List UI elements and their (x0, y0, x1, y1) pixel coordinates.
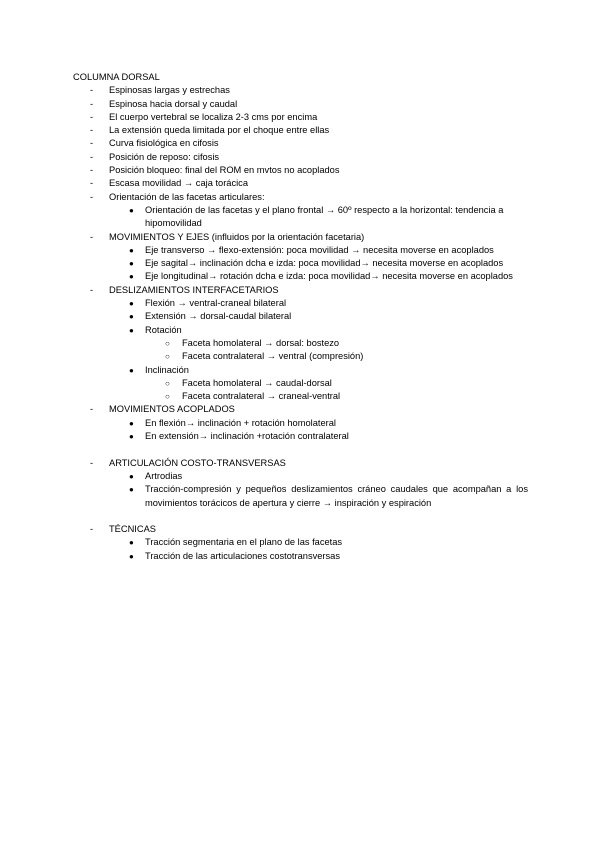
list-item (73, 364, 528, 377)
dash-marker: - (90, 85, 94, 96)
list-item (73, 324, 528, 337)
list-item-text: TÉCNICAS (109, 524, 157, 535)
list-item-text: Extensión → dorsal-caudal bilateral (145, 311, 292, 322)
outline-list (73, 84, 528, 563)
list-item-text: Curva fisiológica en cifosis (109, 138, 219, 149)
list-item (73, 483, 528, 510)
list-item (73, 310, 528, 323)
circle-marker: ○ (165, 338, 170, 348)
list-item (73, 536, 528, 549)
list-item (73, 191, 528, 204)
bullet-marker: ● (129, 259, 134, 269)
dash-marker: - (90, 284, 94, 295)
dash-marker: - (90, 231, 94, 242)
bullet-marker: ● (129, 538, 134, 548)
list-item-text: Eje longitudinal→ rotación dcha e izda: poca movilidad→ necesita moverse en acoplados (145, 271, 513, 282)
list-item-text: Espinosas largas y estrechas (109, 85, 230, 96)
list-item (73, 390, 528, 403)
list-item-text: Tracción segmentaria en el plano de las facetas (145, 537, 343, 548)
bullet-marker: ● (129, 299, 134, 309)
bullet-marker: ● (129, 471, 134, 481)
list-item-text: Posición de reposo: cifosis (109, 151, 220, 162)
list-item (73, 550, 528, 563)
list-item-text: Rotación (145, 324, 182, 335)
list-item (73, 84, 528, 97)
document-body (73, 71, 528, 563)
bullet-marker: ● (129, 325, 134, 335)
list-item (73, 523, 528, 536)
circle-marker: ○ (165, 392, 170, 402)
dash-marker: - (90, 404, 94, 415)
blank-line (73, 510, 528, 523)
list-item (73, 111, 528, 124)
list-item-text: Orientación de las facetas articulares: (109, 191, 265, 202)
dash-marker: - (90, 151, 94, 162)
list-item (73, 417, 528, 430)
bullet-marker: ● (129, 312, 134, 322)
list-item (73, 137, 528, 150)
list-item (73, 297, 528, 310)
bullet-marker: ● (129, 205, 134, 215)
list-item (73, 204, 528, 231)
list-item (73, 337, 528, 350)
list-item (73, 470, 528, 483)
bullet-marker: ● (129, 365, 134, 375)
dash-marker: - (90, 457, 94, 468)
bullet-marker: ● (129, 245, 134, 255)
list-item-text: Faceta homolateral → caudal-dorsal (182, 377, 332, 388)
list-item (73, 377, 528, 390)
bullet-marker: ● (129, 485, 134, 495)
list-item-text: Faceta contralateral → ventral (compresión) (182, 351, 364, 362)
blank-line (73, 443, 528, 456)
list-item (73, 164, 528, 177)
list-item-text: Tracción de las articulaciones costotransversas (145, 550, 340, 561)
list-item-text: MOVIMIENTOS Y EJES (influidos por la orientación facetaria) (109, 231, 365, 242)
list-item-text: Faceta contralateral → craneal-ventral (182, 391, 341, 402)
list-item-text: ARTICULACIÓN COSTO-TRANSVERSAS (109, 457, 286, 468)
list-item-text: Posición bloqueo: final del ROM en mvtos no acoplados (109, 165, 340, 176)
dash-marker: - (90, 138, 94, 149)
list-item (73, 284, 528, 297)
bullet-marker: ● (129, 432, 134, 442)
list-item (73, 350, 528, 363)
list-item-text: Tracción-compresión y pequeños deslizamientos cráneo caudales que acompañan a los movimientos torácicos de apertura y cierre → inspiración y espiración (145, 484, 528, 508)
list-item (73, 257, 528, 270)
list-item-text: Flexión → ventral-craneal bilateral (145, 298, 287, 309)
list-item (73, 244, 528, 257)
list-item (73, 231, 528, 244)
list-item-text: La extensión queda limitada por el choque entre ellas (109, 125, 330, 136)
bullet-marker: ● (129, 418, 134, 428)
dash-marker: - (90, 125, 94, 136)
dash-marker: - (90, 165, 94, 176)
circle-marker: ○ (165, 378, 170, 388)
list-item (73, 457, 528, 470)
list-item-text: Artrodias (145, 470, 183, 481)
list-item (73, 430, 528, 443)
list-item-text: Inclinación (145, 364, 189, 375)
list-item-text: Escasa movilidad → caja torácica (109, 178, 248, 189)
list-item-text: En flexión→ inclinación + rotación homolateral (145, 417, 336, 428)
list-item-text: El cuerpo vertebral se localiza 2-3 cms por encima (109, 111, 318, 122)
list-item-text: En extensión→ inclinación +rotación contralateral (145, 431, 349, 442)
dash-marker: - (90, 178, 94, 189)
dash-marker: - (90, 191, 94, 202)
list-item-text: DESLIZAMIENTOS INTERFACETARIOS (109, 284, 279, 295)
list-item (73, 124, 528, 137)
list-item (73, 151, 528, 164)
circle-marker: ○ (165, 352, 170, 362)
bullet-marker: ● (129, 272, 134, 282)
dash-marker: - (90, 524, 94, 535)
bullet-marker: ● (129, 551, 134, 561)
document-title: COLUMNA DORSAL (73, 72, 160, 82)
list-item-text: Eje sagital→ inclinación dcha e izda: poca movilidad→ necesita moverse en acoplados (145, 258, 504, 269)
list-item-text: Espinosa hacia dorsal y caudal (109, 98, 238, 109)
list-item (73, 270, 528, 283)
list-item (73, 98, 528, 111)
list-item-text: MOVIMIENTOS ACOPLADOS (109, 404, 235, 415)
list-item (73, 403, 528, 416)
dash-marker: - (90, 111, 94, 122)
dash-marker: - (90, 98, 94, 109)
list-item-text: Eje transverso → flexo-extensión: poca movilidad → necesita moverse en acoplados (145, 244, 494, 255)
list-item (73, 177, 528, 190)
list-item-text: Orientación de las facetas y el plano frontal → 60º respecto a la horizontal: tendencia a hipomovilidad (145, 204, 504, 229)
list-item-text: Faceta homolateral → dorsal: bostezo (182, 337, 340, 348)
